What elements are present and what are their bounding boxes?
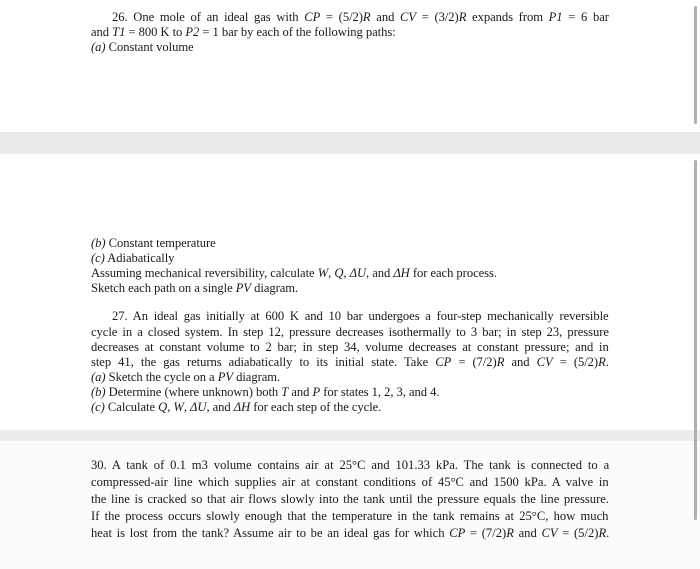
problem-30-line-2: compressed-air line which supplies air at constant conditions of 45°C and 1500 kPa. A valve in: [91, 475, 609, 489]
problem-26-sketch: Sketch each path on a single PV diagram.: [91, 281, 299, 295]
problem-27-line-2: cycle in a closed system. In step 12, pressure decreases isothermally to 3 bar; in step 23, pressure: [91, 325, 609, 339]
scrollbar[interactable]: [694, 160, 697, 520]
problem-26-part-a: (a) Constant volume: [91, 40, 194, 54]
problem-27-part-a: (a) Sketch the cycle on a PV diagram.: [91, 370, 281, 384]
page-gap: [0, 132, 700, 154]
problem-30-line-5: heat is lost from the tank? Assume air to be an ideal gas for which CP = (7/2)R and CV = (5/2)R.: [91, 526, 610, 540]
problem-26-line-2: and T1 = 800 K to P2 = 1 bar by each of the following paths:: [91, 25, 396, 39]
problem-30-line-1: 30. A tank of 0.1 m3 volume contains air at 25°C and 101.33 kPa. The tank is connected to a: [91, 458, 610, 472]
problem-27-line-3: decreases at constant volume to 2 bar; in step 34, volume decreases at constant pressure; and in: [91, 340, 609, 354]
problem-26-part-b: (b) Constant temperature: [91, 236, 216, 250]
problem-27-part-c: (c) Calculate Q, W, ΔU, and ΔH for each step of the cycle.: [91, 400, 382, 414]
problem-26-part-c: (c) Adiabatically: [91, 251, 175, 265]
problem-27-part-b: (b) Determine (where unknown) both T and P for states 1, 2, 3, and 4.: [91, 385, 440, 399]
problem-30-line-3: the line is cracked so that air flows slowly into the tank until the pressure equals the line pressure.: [91, 492, 609, 506]
problem-26-line-1: 26. One mole of an ideal gas with CP = (5/2)R and CV = (3/2)R expands from P1 = 6 bar: [112, 10, 609, 24]
problem-27-line-1: 27. An ideal gas initially at 600 K and 10 bar undergoes a four-step mechanically reversible: [112, 309, 609, 323]
scrollbar[interactable]: [694, 6, 697, 124]
problem-30-line-4: If the process occurs slowly enough that the temperature in the tank remains at 25°C, how much: [91, 509, 609, 523]
problem-27-line-4: step 41, the gas returns adiabatically to its initial state. Take CP = (7/2)R and CV = (5/2)R.: [91, 355, 609, 369]
problem-26-assume: Assuming mechanical reversibility, calculate W, Q, ΔU, and ΔH for each process.: [91, 266, 497, 280]
page-gap: [0, 430, 700, 441]
